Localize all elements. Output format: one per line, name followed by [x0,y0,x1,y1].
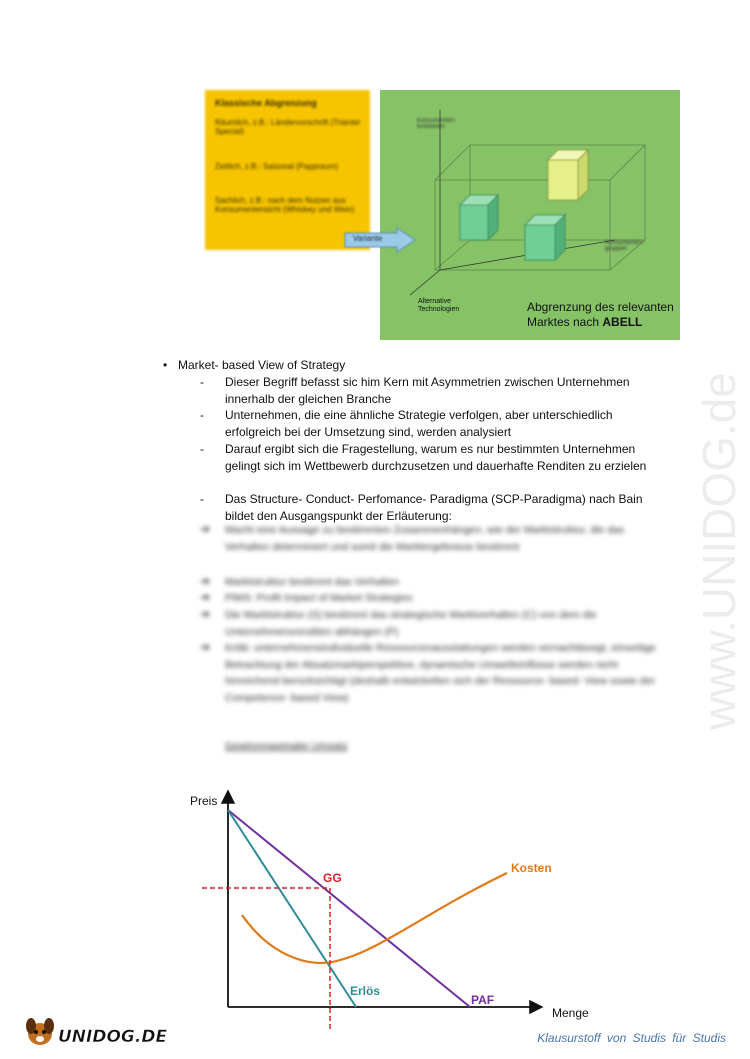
axis-label-alternative-technologies: Alternative Technologien [418,298,460,313]
series-paf-label: PAF [471,993,495,1007]
unidog-logo [22,1014,168,1055]
y-axis-label: Preis [190,794,218,808]
series-paf-line [228,810,470,1007]
variant-arrow [345,228,415,252]
dog-icon [22,1014,168,1050]
arrow-icon: ➔ [200,574,211,588]
arrow-icon: ➔ [200,590,211,604]
axis-label-consumer-functions: Konsumenten-funktionen [417,118,457,130]
series-erloes-label: Erlös [350,984,381,998]
watermark [680,270,750,740]
blurred-item: PIMS: Profit Impact of Market Strategies [225,592,413,604]
blurred-item: Marktstruktur bestimmt das Verhalten [225,576,399,588]
classic-definition-item: Zeitlich, z.B.: Saisonal (Pappraum) [215,162,339,171]
arrow-icon: ➔ [200,522,211,536]
axis-label-consumer-groups: Konsumenten-gruppen [605,240,645,252]
section-heading: Market- based View of Strategy [178,358,346,372]
series-kosten-curve [242,873,507,963]
watermark-text: www.UNIDOG.de [693,372,745,730]
list-item: - Darauf ergibt sich die Fragestellung, warum es nur bestimmten Unternehmen gelingt sich im Wettbewerb durchzusetzen und dauerhafte Renditen zu erzielen [200,442,647,473]
x-axis-label: Menge [552,1006,589,1020]
classic-definition-box [205,90,370,250]
profit-max-chart [180,785,600,1035]
blurred-item: Macht eine Aussage zu bestimmten Zusammenhängen, wie der Marktstruktur, die das Verhalten determiniert und somit die Marktergebnisse bestimmt [225,524,625,553]
list-item: - Das Structure- Conduct- Perfomance- Paradigma (SCP-Paradigma) nach Bain bildet den Ausgangspunkt der Erläuterung: [200,492,643,523]
series-kosten-label: Kosten [511,861,552,875]
list-item: - Dieser Begriff befasst sic him Kern mit Asymmetrien zwischen Unternehmen innerhalb der gleichen Branche [200,375,630,406]
arrow-icon: ➔ [200,640,211,654]
blurred-item: Die Marktstruktur (S) bestimmt das strategische Marktverhalten (C) von dem die Unternehmensrenditen abhängen (P) [225,609,597,638]
bullet-dot: • [163,358,168,372]
variant-label: Variante [353,234,383,243]
footer-tagline: Klausurstoff von Studis für Studis [537,1031,726,1045]
classic-definition-item: Räumlich, z.B.: Ländervorschrift (Triantel Special) [215,118,360,136]
logo-text: UNIDOG.DE [58,1027,168,1047]
list-item: - Unternehmen, die eine ähnliche Strategie verfolgen, aber unterschiedlich erfolgreich bei der Umsetzung sind, werden analysiert [200,408,613,439]
arrow-icon: ➔ [200,607,211,621]
classic-definition-title: Klassische Abgrenzung [215,98,317,108]
blurred-item: Kritik: unternehmensindividuelle Ressourcenausstattungen werden vernachlässigt, einseitige Betrachtung der Absatzmarktperspektive, dynamische Umwelteinflüsse werden nicht hinreichend berücksichtigt (deshalb entwickelten sich der Ressource- based- View sowie der Competence- based View) [225,642,656,704]
series-erloes-line [228,810,356,1007]
blurred-heading: Gewinnmaximaler Umsatz [225,740,348,752]
classic-definition-item: Sachlich, z.B.: nach dem Nutzen aus Konsumentensicht (Whiskey und Wein) [215,196,355,214]
abell-caption: Abgrenzung des relevanten Marktes nach ABELL [527,300,674,329]
gg-label: GG [323,871,342,885]
abell-market-figure [205,90,680,340]
